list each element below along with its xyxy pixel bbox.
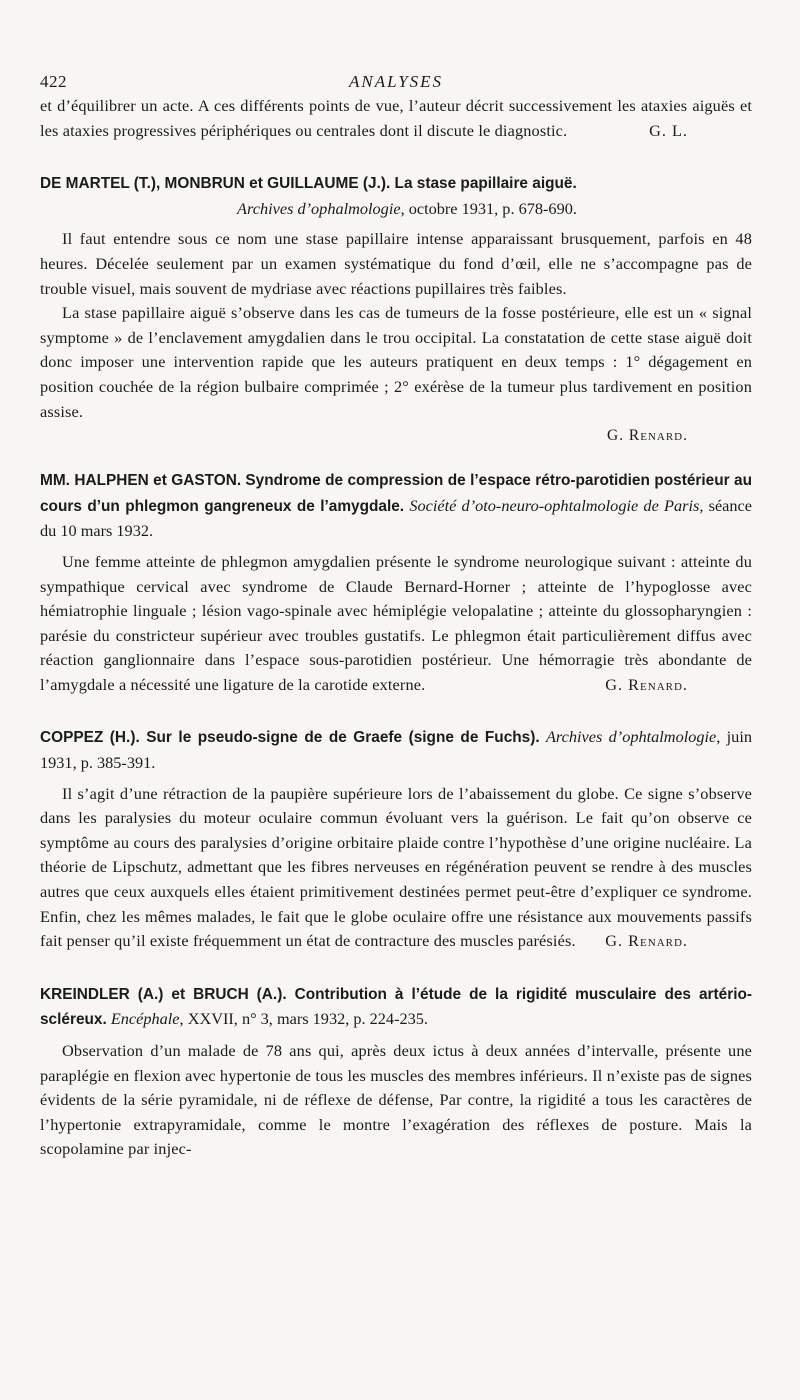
citation-details: , juin 1931, p. 385-391.	[40, 727, 752, 773]
article-heading	[40, 171, 752, 197]
article-citation	[40, 197, 752, 222]
citation-journal: Archives d’ophtalmologie	[545, 727, 717, 747]
article-heading	[40, 468, 752, 544]
intro-signoff: G. L.	[649, 120, 688, 140]
article-authors-title: KREINDLER (A.) et BRUCH (A.). Contribution à l’étude de la rigidité musculaire des artério-scléreux.	[40, 985, 752, 1029]
running-title: ANALYSES	[348, 72, 444, 91]
citation-details: , séance du 10 mars 1932.	[40, 495, 752, 541]
running-header	[40, 64, 752, 94]
citation-journal: Archives d’ophalmologie	[237, 198, 401, 218]
citation-journal: Encéphale	[110, 1009, 180, 1029]
article-paragraph	[40, 550, 752, 698]
article-title: Syndrome de compression de l’espace rétro-parotidien postérieur au cours d’un phlegmon gangreneux de l’amygdale.	[40, 472, 752, 515]
article-paragraph-text: Il s’agit d’une rétraction de la paupière supérieure lors de l’abaissement du globe. Ce signe s’observe dans les paralysies du moteur oculaire commun évoluant vers la guérison. Le fait qu’on observe ce symptôme au cours des paralysies d’origine orbitaire plaide contre l’hypothèse d’une origine nucléaire. La théorie de Lipschutz, admettant que les fibres nerveuses en régénération peuvent se rendre à des muscles autres que ceux auxquels elles étaient primitivement destinées permet peut-être d’expliquer ce syndrome. Enfin, chez les mêmes malades, le fait que le globe oculaire offre une résistance aux mouvements passifs fait penser qu’il existe fréquemment un état de contracture des muscles parésiés.	[40, 783, 752, 951]
intro-paragraph	[40, 94, 752, 143]
article-paragraph: La stase papillaire aiguë s’observe dans les cas de tumeurs de la fosse postérieure, elle est un « signal symptome » de l’enclavement amygdalien dans le trou occipital. La constatation de cette stase aiguë doit donc imposer une intervention rapide que les auteurs pratiquent en deux temps : 1° dégagement en position couchée de la région bulbaire comprimée ; 2° exérèse de la tumeur plus tardivement en position assise.	[40, 303, 752, 421]
article-authors-title: DE MARTEL (T.), MONBRUN et GUILLAUME (J.). La stase papillaire aiguë.	[40, 175, 577, 193]
article-de-martel	[40, 171, 752, 448]
article-paragraph-text: Une femme atteinte de phlegmon amygdalien présente le syndrome neurologique suivant : atteinte du sympathique cervical avec syndrome de Claude Bernard-Horner ; atteinte de l’hypoglosse avec hémiatrophie linguale ; lésion vago-spinale avec hémiplégie velopalatine ; atteinte du glossopharyngien : parésie du constricteur supérieur avec troubles gustatifs. Le phlegmon était particulièrement diffus avec réaction ganglionnaire dans l’espace sous-parotidien postérieur. Une hémorragie très abondante de l’amygdale a nécessité une ligature de la carotide externe.	[40, 551, 752, 694]
article-signoff: G. Renard.	[605, 674, 688, 694]
article-halphen	[40, 468, 752, 697]
page-number: 422	[40, 72, 67, 91]
article-paragraph	[40, 782, 752, 954]
article-heading	[40, 982, 752, 1033]
article-authors: MM. HALPHEN et GASTON.	[40, 472, 242, 490]
citation-details: , octobre 1931, p. 678-690.	[400, 198, 577, 218]
intro-text: et d’équilibrer un acte. A ces différents points de vue, l’auteur décrit successivement les ataxies aiguës et les ataxies progressives périphériques ou centrales dont il discute le diagnostic.	[40, 96, 752, 140]
article-coppez	[40, 725, 752, 953]
article-authors-title: COPPEZ (H.). Sur le pseudo-signe de de Graefe (signe de Fuchs).	[40, 729, 540, 747]
article-signoff: G. Renard.	[605, 931, 688, 951]
article-kreindler	[40, 982, 752, 1162]
article-paragraph: Observation d’un malade de 78 ans qui, après deux ictus à deux années d’intervalle, présente une paraplégie en flexion avec hypertonie de tous les muscles des membres inférieurs. Il n’existe pas de signes évidents de la série pyramidale, ni de réflexe de défense, Par contre, la rigidité a tous les caractères de l’hypertonie extrapyramidale, comme le montre l’exagération des réflexes de posture. Mais la scopolamine par injec-	[40, 1041, 752, 1159]
article-heading	[40, 725, 752, 775]
citation-journal: Société d’oto-neuro-ophtalmologie de Paris	[409, 495, 700, 515]
article-paragraph: Il faut entendre sous ce nom une stase papillaire intense apparaissant brusquement, parfois en 48 heures. Décelée seulement par un examen systématique du fond d’œil, elle ne s’accompagne pas de trouble visuel, mais souvent de mydriase avec réactions pupillaires très faibles.	[40, 229, 752, 298]
article-signoff: G. Renard.	[606, 427, 688, 445]
citation-details: , XXVII, n° 3, mars 1932, p. 224-235.	[179, 1009, 428, 1029]
document-page	[40, 64, 752, 1162]
